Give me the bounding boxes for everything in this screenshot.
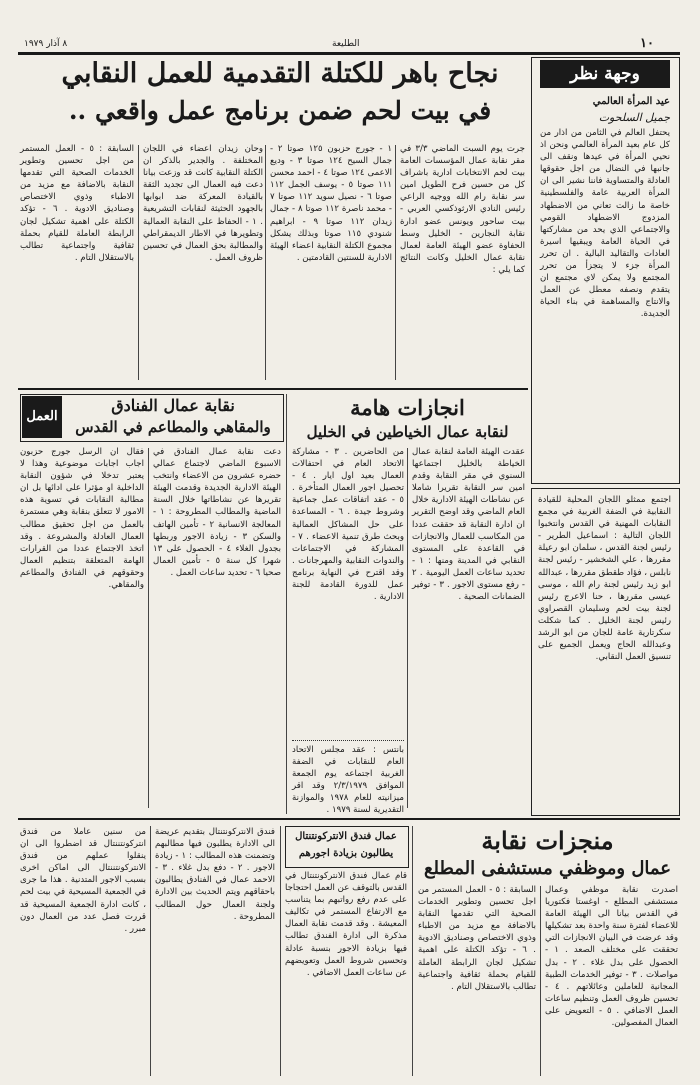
hospital-col-1: اصدرت نقابة موظفي وعمال مستشفى المطلع - اوغستا فكتوريا في القدس بيانا الى الهيئة العامة للاعضاء لفترة سنة واحدة بعد تشكيلها وقد عرضت في البيان الانجازات التي تحققت على مختلف الصعد . ١ - الحصول على بدل غلاء . ٢ - بدل مواصلات . ٣ - توفير الخدمات الطبية المجانية للعاملين وعائلاتهم . ٤ - تحسين ظروف العمل وتنظيم ساعات العمل الاضافي . ٥ - التعويض على العمال المفصولين. xyxy=(545,885,678,1029)
hebron-col-2: من الحاضرين . ٣ - مشاركة الاتحاد العام في احتفالات العمال بعيد اول ايار . ٤ - تحصيل اجور العمال المتأخرة . ٥ - عقد اتفاقات عمل جماعية وشروط جيدة . ٦ - المساعدة على حل المشاكل العمالية وبحث طرق تنمية الاعضاء . ٧ - المشاركة في الاجتماعات والندوات النقابية والمهرجانات . وقد اقترح في النهاية برنامج عمل للدورة القادمة للجنة الادارية . xyxy=(292,447,404,603)
hotels-col-1: دعت نقابة عمال الفنادق في الاسبوع الماضي لاجتماع عمالي حضره عشرون من الاعضاء وانتخب الهيئة الادارية الجديدة وقدمت الهيئة تقريرها عن نشاطاتها خلال السنة الماضية والمطالب المطروحة : ١ - المعالجة الانسانية ٢ - تأمين الهاتف والسكن ٣ - زيادة الاجور وربطها بجدول الغلاء ٤ - الحصول على ١٣ شهرا كل سنة ٥ - تأمين العمال صحيا ٦ - تحديد ساعات العمل . xyxy=(153,447,282,578)
page-number: ١٠ xyxy=(640,36,654,51)
hebron-headline: انجازات هامة xyxy=(350,395,465,420)
section-rule xyxy=(18,388,528,390)
hospital-headline: منجزات نقابة xyxy=(481,826,614,855)
main-story-col-4: السابقة : ٥ - العمل المستمر من اجل تحسين وتطوير الخدمات الصحية التي تقدمها النقابة بالاضافة مع مزيد من الاطباء وذوي الاختصاص وصناديق الادوية . ٦ - تؤكد الكتلة على اهمية تشكيل لجان الرابطة العاملة للقيام بحملة ثقافية واجتماعية تطالب بالاستقلال التام . xyxy=(20,144,134,263)
main-story-col-1: جرت يوم السبت الماضي ٣/٣ في مقر نقابة عمال المؤسسات العامة بيت لحم الانتخابات ادارية باشراف كل من حسين فرح الطويل امين سر نقابة رام الله ووجيه الراعي رئيس النادي الارثوذكسي العربي - بيت ساحور ويونس عضو ادارة نقابة النجارين - الخليل وسط الحفاوة عضو الهيئة العامة لعمال نقابة عمال الخليل وكانت النتائج كما يلي : xyxy=(400,144,525,275)
masthead-rule xyxy=(18,52,680,55)
main-subheadline: في بيت لحم ضمن برنامج عمل واقعي .. xyxy=(68,96,492,125)
intercontinental-col-3: من سنين عاملا من فندق انتركونتننتال قد اضطروا الى ان ينقلوا عملهم من فندق الانتركونتننتال الى اماكن اخرى بسبب الاجور المتدنية . هذا ما جرى في الجمعية المسيحية في بيت لحم ، كانت ادارة الجمعية المسيحية قد قررت فصل عدد من العمال دون مبرر . xyxy=(20,827,146,934)
hotels-logo xyxy=(22,396,62,438)
hotels-col-2: فقال ان الرسل جورج حزبون اجاب اجابات موضوعية وهذا لا يعتبر تدخلا في شؤون النقابة الداخلية او مؤثرا على ادائها بل ان مطالبة النقابات في تسوية هذه الامور لا تتعلق بنقابة وهي مستمرة بالعمل من اجل تحقيق مطالب العمال العادلة والمشروعة . وقد اتخذ الاجتماع عددا من القرارات الهامة المتعلقة بتنظيم العمال وحقوقهم في الفنادق والمطاعم والمقاهي. xyxy=(20,447,144,591)
intercontinental-subheadline: يطالبون بزيادة اجورهم xyxy=(298,848,394,859)
hotels-subheadline: والمقاهي والمطاعم في القدس xyxy=(75,418,271,436)
opinion-author: جميل السلحوت xyxy=(598,111,670,124)
main-story-col-2: ١ - جورج حزبون ١٢٥ صوتا ٢ - جمال السيح ١٢٤ صوتا ٣ - وديع الاعمى ١٢٤ صوتا ٤ - احمد محسن ١١١ صوتا ٥ - يوسف الجمل ١١٢ صوتا ٦ - نصيل سويد ١١٢ صوتا ٧ - محمد ناصرة ١١٢ صوتا ٨ - جمال زيدان ١١٢ صوتا ٩ - ابراهيم شنودي ١١٥ صوتا وبذلك يشكل مجموع الكتلة النقابية اعضاء الهيئة الادارية للسنتين القادمتين . xyxy=(270,144,393,263)
hebron-subheadline: لنقابة عمال الخياطين في الخليل xyxy=(306,423,509,441)
hebron-col-1: عقدت الهيئة العامة لنقابة عمال الخياطة بالخليل اجتماعها السنوي في مقر النقابة وقدم امين سر النقابة تقريرا شاملا عن نشاطات الهيئة الادارية خلال العام الماضي وقد اوضح التقرير ان ادارة النقابة قد حققت عددا من المكاسب للعمال والانجازات في القاعدة على المستوى النقابي في المدينة ومنها : ١ - تحديد ساعات العمل اليومية . ٢ - رفع مستوى الاجور . ٣ - توفير الضمانات الصحية . xyxy=(412,447,525,603)
intercontinental-col-1: قام عمال فندق الانتركونتنتال في القدس بالتوقف عن العمل احتجاجا على عدم رفع رواتبهم بما يتناسب مع الارتفاع المستمر في تكاليف المعيشة . وقد قدمت نقابة العمال مذكرة الى ادارة الفندق تطالب فيها بزيادة الاجور بنسبة عادلة وتحسين شروط العمل وتعويضهم عن ساعات العمل الاضافي . xyxy=(285,871,407,978)
opinion-title: وجهة نظر xyxy=(570,64,640,84)
issue-date: ٨ آذار ١٩٧٩ xyxy=(24,39,68,49)
main-headline: نجاح باهر للكتلة التقدمية للعمل النقابي xyxy=(61,58,499,89)
hebron-note: بانتس : عقد مجلس الاتحاد العام للنقابات في الضفة الغربية اجتماعه يوم الجمعة الموافق ٢/٣/١٩٧٩ وقد اقر ميزانيته للعام ١٩٧٨ والموازنة التقديرية لسنة ١٩٧٩ . xyxy=(292,745,404,816)
committees-body: اجتمع ممثلو اللجان المحلية للقيادة النقابية في الضفة الغربية في مجمع النقابات المهنية في القدس وانتخبوا اللجان التالية : اسماعيل الطرير - رئيس لجنة القدس ، سلمان ابو رعيلة مقررها ، علي الشخشير - رئيس لجنة نابلس ، فؤاد طقطق مقررها ، عبدالله ابو زيد رئيس لجنة رام الله ، موسى عيسى مقررها ، حنا الاعرج رئيس لجنة بيت لحم وسليمان القصراوي رئيس لجنة الخليل . كما شكلت سكرتارية عامة للجان من ابو الرشد وعبدالله الحاج ويعمل الجميع على تنسيق العمل النقابي. xyxy=(538,495,671,663)
intercontinental-headline: عمال فندق الانتركونتنتال xyxy=(295,831,397,842)
intercontinental-col-2: فندق الانتركونتنتال بتقديم عريضة الى الادارة يطلبون فيها مطالبهم وتضمنت هذه المطالب : ١ - زيادة الاجور . ٢ - دفع بدل غلاء . ٣ - الاحمد عمال في الفنادق يطالبون باحقاقهم ويتم الحديث بين الادارة ولجنة العمال حول المطالب المطروحة . xyxy=(155,827,276,922)
bottom-section-rule xyxy=(18,818,680,820)
hotels-logo-text: العمل xyxy=(26,409,58,424)
hospital-col-2: السابقة : ٥ - العمل المستمر من اجل تحسين وتطوير الخدمات الصحية التي تقدمها النقابة بالاضافة مع مزيد من الاطباء وذوي الاختصاص وصناديق الادوية . ٦ - تؤكد الكتلة على اهمية تشكيل لجان الرابطة العاملة للقيام بحملة ثقافية واجتماعية تطالب بالاستقلال التام . xyxy=(418,885,536,992)
opinion-topic: عيد المرأة العالمي xyxy=(592,96,670,107)
hotels-headline: نقابة عمال الفنادق xyxy=(111,396,235,415)
opinion-body: يحتفل العالم في الثامن من اذار من كل عام بعيد المرأة العالمي ونحن اذ نحيي المرأة في عيدها ونقف الى جانبها في النضال من اجل حقوقها العادلة والمتساوية فاننا نشير الى ان المرأة العربية عامة والفلسطينية خاصة ما زالت تعاني من الاضطهاد المزدوج الاضطهاد القومي والاجتماعي الذي يحد من مشاركتها في الحياة العامة ويبقيها اسيرة العادات والتقاليد البالية . ان تحرر المرأة جزء لا يتجزأ من تحرر المجتمع ولا يمكن لاي مجتمع ان يتقدم ونصفه معطل عن العمل والانتاج والمساهمة في بناء الحياة الجديدة. xyxy=(540,128,670,320)
hospital-subheadline: عمال وموظفي مستشفى المطلع xyxy=(423,858,672,879)
main-story-col-3: وحان زيدان اعضاء في اللجان المختلفة . والجدير بالذكر ان الكتلة النقابية كانت قد وزعت بيانا دعت فيه العمال الى تجديد الثقة بالقيادة المعركة ضد ابوابها بالجهود الحثيثة لنقابات التشريعية . ١ - الحفاظ على النقابة العمالية وتطويرها في الاطار الديمقراطي والمطالبة بحق العمال في تحسين ظروف العمل . xyxy=(143,144,263,263)
opinion-title-banner xyxy=(540,60,670,88)
newspaper-name: الطليعة xyxy=(332,39,360,49)
